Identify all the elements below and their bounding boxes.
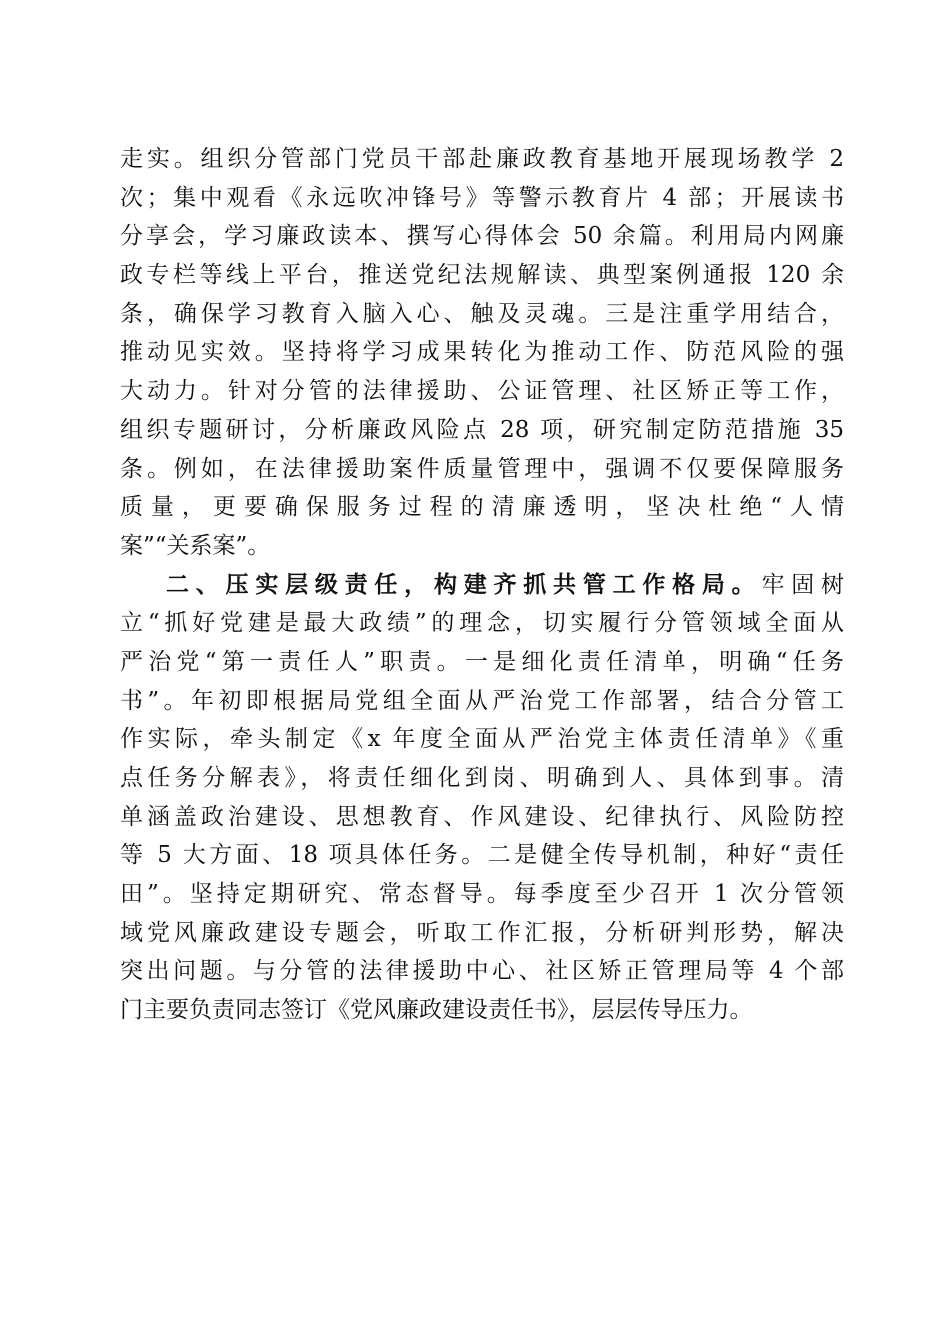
text-line: 单涵盖政治建设、思想教育、作风建设、纪律执行、风险防控	[120, 803, 844, 830]
text-line: 组织专题研讨，分析廉政风险点 28 项，研究制定防范措施 35	[120, 416, 844, 443]
text-line: 等 5 大方面、18 项具体任务。二是健全传导机制，种好“责任	[120, 842, 844, 869]
text-line: 政专栏等线上平台，推送党纪法规解读、典型案例通报 120 余	[120, 262, 844, 289]
text-line: 突出问题。与分管的法律援助中心、社区矫正管理局等 4 个部	[120, 958, 844, 985]
section-2-heading: 二、压实层级责任，构建齐抓共管工作格局。	[166, 570, 762, 598]
text-line: 大动力。针对分管的法律援助、公证管理、社区矫正等工作，	[120, 378, 844, 405]
document-body	[120, 140, 844, 1030]
text-line: 门主要负责同志签订《党风廉政建设责任书》，层层传导压力。	[120, 997, 753, 1024]
text-line: 点任务分解表》，将责任细化到岗、明确到人、具体到事。清	[120, 765, 844, 791]
text-line: 田”。坚持定期研究、常态督导。每季度至少召开 1 次分管领	[120, 881, 844, 908]
text-line: 书”。年初即根据局党组全面从严治党工作部署，结合分管工	[120, 687, 844, 714]
text-line: 次；集中观看《永远吹冲锋号》等警示教育片 4 部；开展读书	[120, 184, 844, 211]
paragraph-1	[120, 140, 844, 566]
text-line: 推动见实效。坚持将学习成果转化为推动工作、防范风险的强	[120, 339, 844, 366]
section-2	[120, 566, 844, 1030]
text-line: 条。例如，在法律援助案件质量管理中，强调不仅要保障服务	[120, 455, 844, 482]
text-line: 案”“关系案”。	[120, 532, 271, 559]
text-line: 走实。组织分管部门党员干部赴廉政教育基地开展现场教学 2	[120, 146, 844, 172]
section-2-first-line-text: 牢固树	[761, 571, 845, 598]
text-line: 立“抓好党建是最大政绩”的理念，切实履行分管领域全面从	[120, 610, 844, 637]
text-line: 严治党“第一责任人”职责。一是细化责任清单，明确“任务	[120, 648, 844, 675]
text-line: 条，确保学习教育入脑入心、触及灵魂。三是注重学用结合，	[120, 300, 844, 327]
text-line: 域党风廉政建设专题会，听取工作汇报，分析研判形势，解决	[120, 919, 844, 946]
section-2-first-line	[120, 566, 844, 605]
text-line: 作实际，牵头制定《x 年度全面从严治党主体责任清单》《重	[120, 726, 844, 753]
text-line: 质量，更要确保服务过程的清廉透明，坚决杜绝“人情	[120, 494, 844, 521]
text-line: 分享会，学习廉政读本、撰写心得体会 50 余篇。利用局内网廉	[120, 223, 844, 250]
